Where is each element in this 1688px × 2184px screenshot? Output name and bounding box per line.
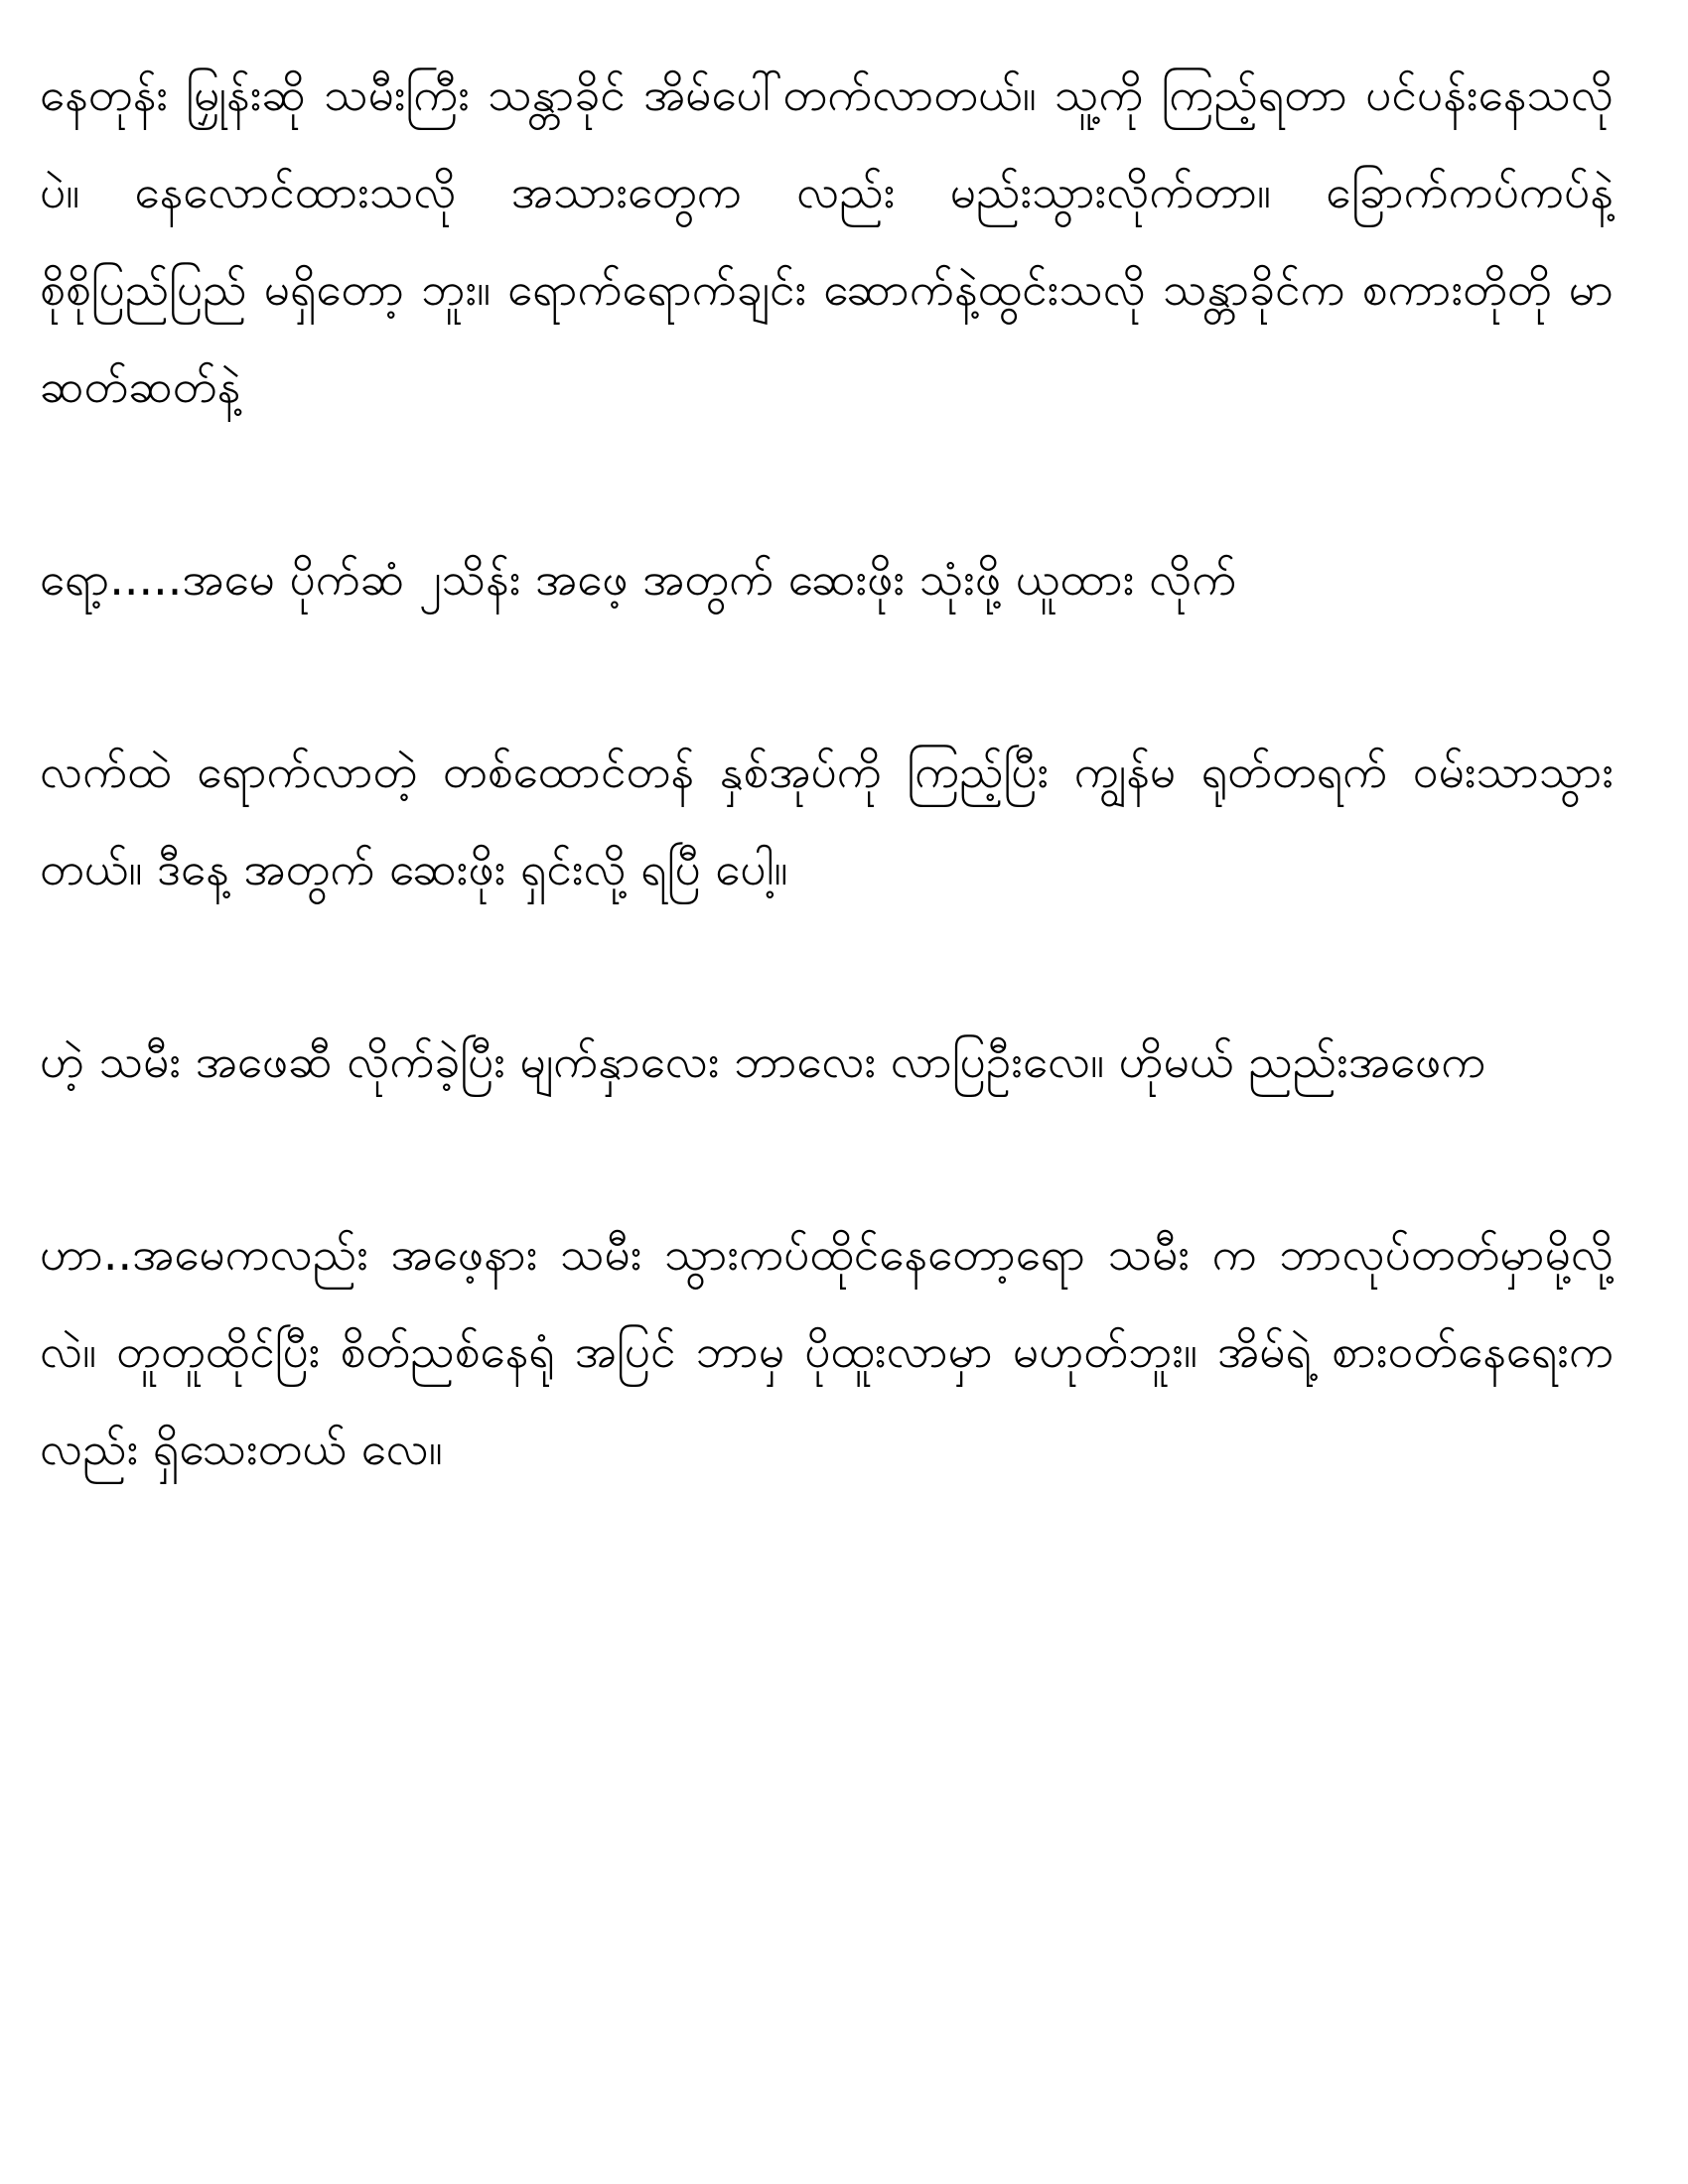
paragraph-5: ဟာ..အမေကလည်း အဖေ့နား သမီး သွားကပ်ထိုင်နေတော့ရော သမီး က ဘာလုပ်တတ်မှာမို့လို့လဲ။ တူတူထိုင်ပြီး စိတ်ညစ်နေရုံ အပြင် ဘာမှ ပိုထူးလာမှာ မဟုတ်ဘူး။ အိမ်ရဲ့ စားဝတ်နေရေးကလည်း ရှိသေးတယ် လေ။ (40, 1227, 1614, 1475)
paragraph-3: လက်ထဲ ရောက်လာတဲ့ တစ်ထောင်တန် နှစ်အုပ်ကို ကြည့်ပြီး ကျွန်မ ရုတ်တရက် ဝမ်းသာသွားတယ်။ ဒီနေ့ အတွက် ဆေးဖိုး ရှင်းလို့ ရပြီ ပေါ့။ (40, 745, 1614, 895)
paragraph-1: နေတုန်း မြှုန်းဆို သမီးကြီး သန္တာခိုင် အိမ်ပေါ်တက်လာတယ်။ သူ့ကို ကြည့်ရတာ ပင်ပန်းနေသလိုပဲ။ နေလောင်ထားသလို အသားတွေက လည်း မည်းသွားလိုက်တာ။ ခြောက်ကပ်ကပ်နဲ့ စိုစိုပြည်ပြည် မရှိတော့ ဘူး။ ရောက်ရောက်ချင်း ဆောက်နဲ့ထွင်းသလို သန္တာခိုင်က စကားတိုတို မာဆတ်ဆတ်နဲ့ (40, 68, 1614, 413)
paragraph-4: ဟဲ့ သမီး အဖေဆီ လိုက်ခဲ့ပြီး မျက်နှာလေး ဘာလေး လာပြဦးလေ။ ဟိုမယ် ညည်းအဖေက (40, 1034, 1486, 1088)
paragraph-2: ရော့.....အမေ ပိုက်ဆံ ၂သိန်း အဖေ့ အတွက် ဆေးဖိုး သုံးဖို့ ယူထား လိုက် (40, 552, 1237, 606)
document-body (40, 46, 1614, 1497)
